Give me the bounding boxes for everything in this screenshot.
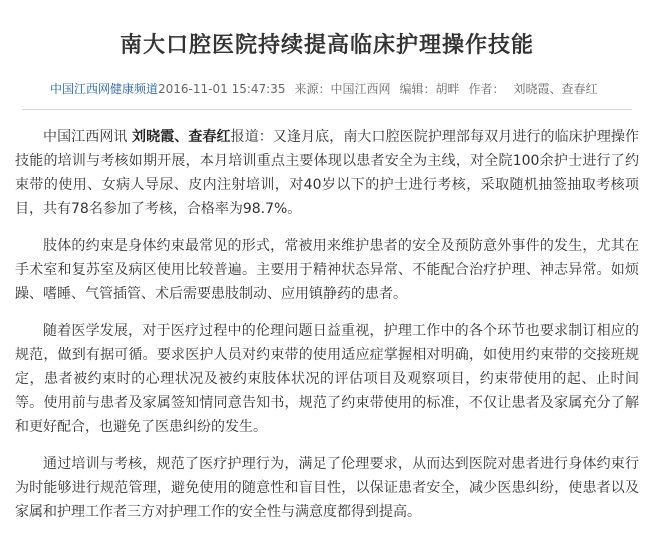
source-label: 来源： (294, 82, 331, 96)
paragraph-2: 肢体的约束是身体约束最常见的形式，常被用来维护患者的安全及预防意外事件的发生，尤其在手术室和复苏室及病区使用比较普遍。主要用于精神状态异常、不能配合治疗护理、神志异常。如烦躁、嗜睡、气管插管、术后需要患肢制动、应用镇静药的患者。 (15, 238, 639, 302)
source-name: 中国江西网 (330, 82, 391, 96)
paragraph-4: 通过培训与考核，规范了医疗护理行为，满足了伦理要求，从而达到医院对患者进行身体约束行为时能够进行规范管理，避免使用的随意性和盲目性，以保证患者安全，减少医患纠纷，使患者以及家属和护理工作者三方对护理工作的安全性与满意度都得到提高。 (15, 456, 639, 520)
title-divider (22, 109, 632, 110)
article-body (15, 125, 639, 537)
reporter-names: 刘晓霞、查春红 (132, 129, 231, 145)
article-title: 南大口腔医院持续提高临床护理操作技能 (119, 33, 534, 58)
channel-link[interactable]: 中国江西网健康频道 (50, 82, 159, 96)
publish-datetime: 2016-11-01 15:47:35 (158, 82, 286, 96)
paragraph-text: 报道：又逢月底，南大口腔医院护理部每双月进行的临床护理操作技能的培训与考核如期开展，本月培训重点主要体现以患者安全为主线，对全院100余护士进行了约束带的使用、女病人导尿、皮内注射培训，对40岁以下的护士进行考核，采取随机抽签抽取考核项目，共有78名参加了考核，合格率为98.7%。 (15, 129, 640, 217)
paragraph-lead: 中国江西网讯 (43, 129, 133, 145)
editor-name: 胡畔 (435, 82, 460, 96)
author-label: 作者： (468, 82, 505, 96)
author-names: 刘晓霞、查春红 (513, 82, 598, 96)
paragraph-3: 随着医学发展，对于医疗过程中的伦理问题日益重视，护理工作中的各个环节也要求制订相应的规范，做到有据可循。要求医护人员对约束带的使用适应症掌握相对明确，如使用约束带的交接班规定，患者被约束时的心理状况及被约束肢体状况的评估项目及观察项目，约束带使用的起、止时间等。使用前与患者及家属签知情同意告知书，规范了约束带使用的标准，不仅让患者及家属充分了解和更好配合，也避免了医患纠纷的发生。 (15, 323, 639, 435)
article-meta (50, 80, 650, 98)
editor-label: 编辑： (399, 82, 436, 96)
paragraph-1 (15, 125, 639, 221)
